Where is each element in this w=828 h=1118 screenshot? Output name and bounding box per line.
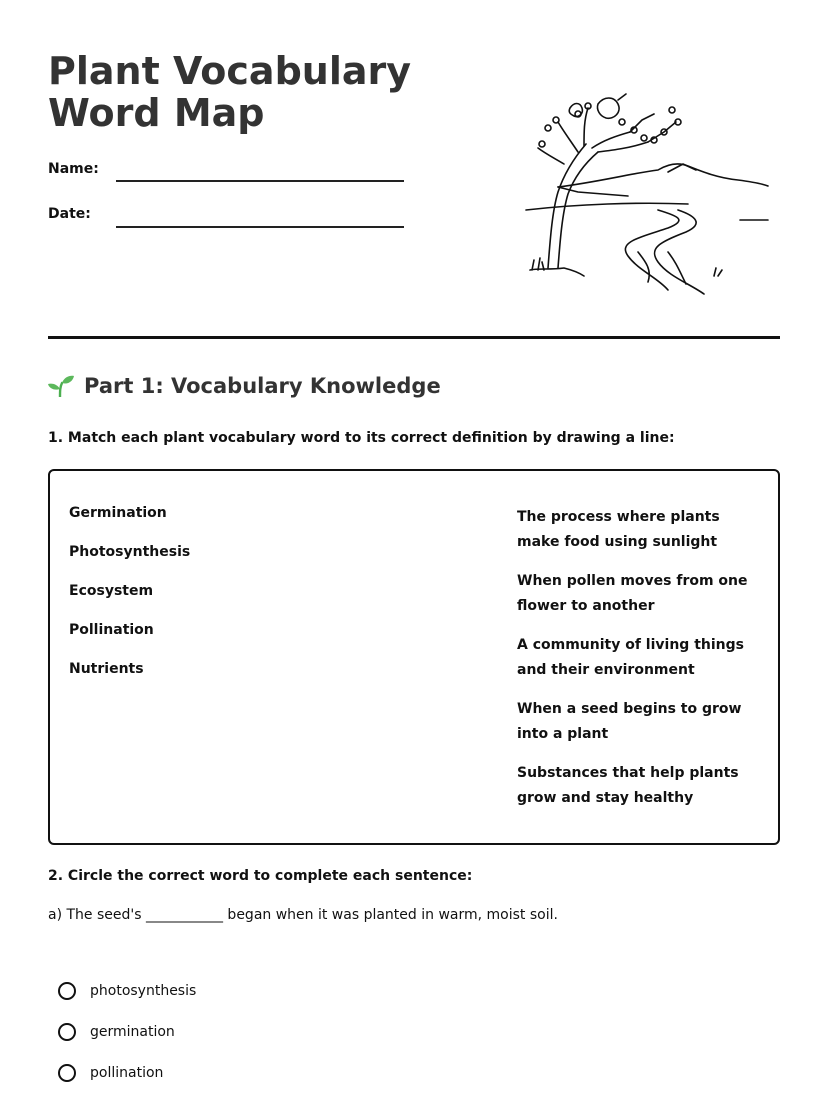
name-field[interactable] (116, 180, 404, 182)
option-label: pollination (90, 1064, 164, 1081)
answer-option[interactable] (58, 970, 196, 1011)
vocab-word[interactable]: Germination (69, 505, 167, 521)
vocabulary-word-list (69, 505, 190, 700)
answer-options (58, 970, 196, 1093)
vocab-word[interactable]: Photosynthesis (69, 544, 191, 560)
question1-prompt: 1. Match each plant vocabulary word to its correct definition by drawing a line: (48, 430, 675, 446)
page-title: Plant Vocabulary Word Map (48, 49, 412, 135)
definition-item[interactable]: The process where plants make food using sunlight (517, 509, 720, 550)
vocab-word[interactable]: Nutrients (69, 661, 144, 677)
matching-box (48, 469, 780, 845)
date-label: Date: (48, 206, 91, 222)
radio-circle-icon[interactable] (58, 982, 76, 1000)
vocab-word[interactable]: Pollination (69, 622, 154, 638)
radio-circle-icon[interactable] (58, 1023, 76, 1041)
answer-option[interactable] (58, 1011, 196, 1052)
definition-item[interactable]: Substances that help plants grow and stay healthy (517, 765, 739, 806)
definition-list (517, 505, 767, 825)
option-label: germination (90, 1023, 175, 1040)
radio-circle-icon[interactable] (58, 1064, 76, 1082)
definition-item[interactable]: When a seed begins to grow into a plant (517, 701, 742, 742)
definition-item[interactable]: A community of living things and their environment (517, 637, 744, 678)
definition-item[interactable]: When pollen moves from one flower to another (517, 573, 748, 614)
answer-option[interactable] (58, 1052, 196, 1093)
date-field[interactable] (116, 226, 404, 228)
name-label: Name: (48, 161, 99, 177)
seedling-icon (48, 375, 74, 397)
vocab-word[interactable]: Ecosystem (69, 583, 154, 599)
landscape-tree-illustration (518, 92, 780, 302)
section-divider (48, 336, 780, 339)
part1-heading (48, 374, 441, 398)
question2-sentence: a) The seed's ___________ began when it was planted in warm, moist soil. (48, 907, 558, 923)
part1-title: Part 1: Vocabulary Knowledge (84, 374, 441, 398)
option-label: photosynthesis (90, 982, 197, 999)
question2-prompt: 2. Circle the correct word to complete each sentence: (48, 868, 473, 884)
